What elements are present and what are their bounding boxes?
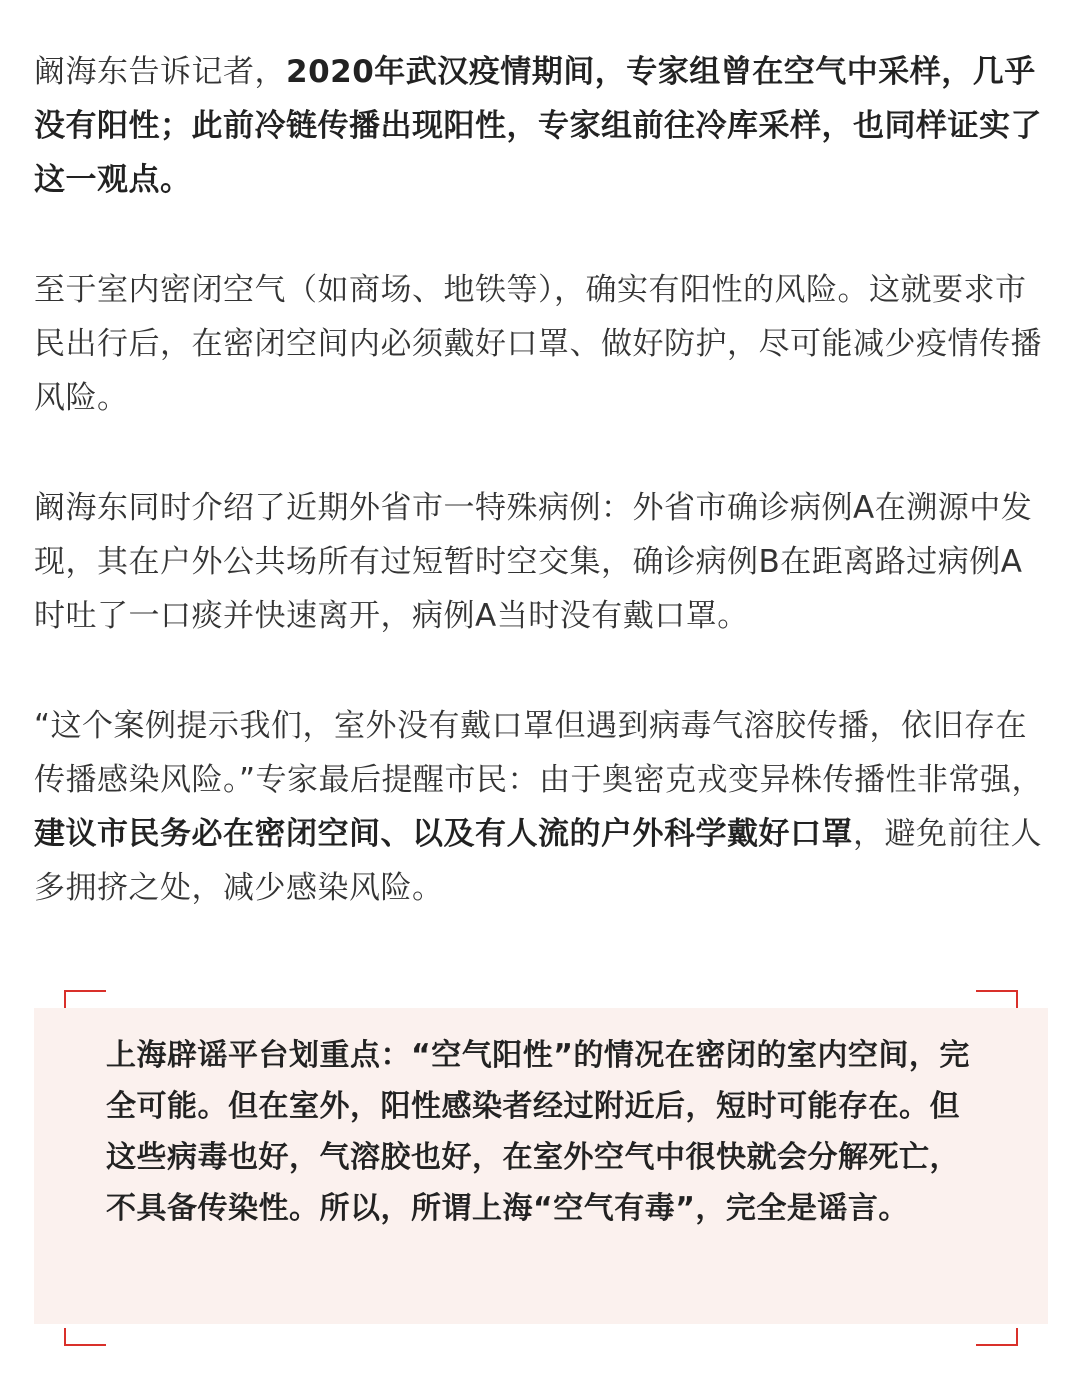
- paragraph-text: “这个案例提示我们，室外没有戴口罩但遇到病毒气溶胶传播，依旧存在传播感染风险。”专家最后提醒市民：由于奥密克戎变异株传播性非常强，: [34, 708, 1044, 798]
- paragraph-bold-text: 2020年武汉疫情期间，专家组曾在空气中采样，几乎没有阳性；此前冷链传播出现阳性，专家组前往冷库采样，也同样证实了这一观点。: [34, 54, 1042, 198]
- paragraph-text: 至于室内密闭空气（如商场、地铁等），确实有阳性的风险。这就要求市民出行后，在密闭空间内必须戴好口罩、做好防护，尽可能减少疫情传播风险。: [34, 272, 1042, 416]
- paragraph-air-sampling: [34, 45, 1050, 207]
- paragraph-bold-text: 建议市民务必在密闭空间、以及有人流的户外科学戴好口罩: [34, 816, 853, 852]
- bracket-bottom-right: [976, 1328, 1018, 1346]
- paragraph-text: 阚海东告诉记者，: [34, 54, 286, 90]
- paragraph-special-case: [34, 481, 1050, 643]
- callout-text: 上海辟谣平台划重点：“空气阳性”的情况在密闭的室内空间，完全可能。但在室外，阳性感染者经过附近后，短时可能存在。但这些病毒也好，气溶胶也好，在室外空气中很快就会分解死亡，不具备传染性。所以，所谓上海“空气有毒”，完全是谣言。: [106, 1038, 970, 1226]
- bracket-top-right: [976, 990, 1018, 1008]
- bracket-top-left: [64, 990, 106, 1008]
- key-points-callout: [34, 1008, 1048, 1324]
- bracket-bottom-left: [64, 1328, 106, 1346]
- paragraph-expert-advice: [34, 699, 1050, 915]
- paragraph-text: 阚海东同时介绍了近期外省市一特殊病例：外省市确诊病例A在溯源中发现，其在户外公共场所有过短暂时空交集，确诊病例B在距离路过病例A时吐了一口痰并快速离开，病例A当时没有戴口罩。: [34, 490, 1033, 634]
- paragraph-indoor-risk: [34, 263, 1050, 425]
- paragraph-text: ，避免前往人多拥挤之处，减少感染风险。: [34, 816, 1042, 906]
